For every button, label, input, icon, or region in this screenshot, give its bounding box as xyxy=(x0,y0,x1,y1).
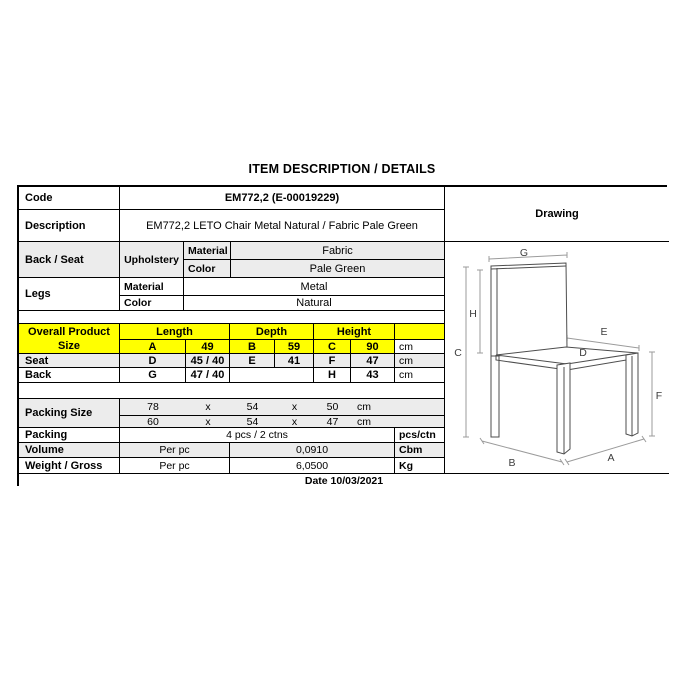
volume-unit: Cbm xyxy=(394,442,444,457)
chair-outline xyxy=(491,263,638,454)
volume-value: 0,0910 xyxy=(229,442,394,457)
upholstery-cell: Upholstery xyxy=(119,241,183,277)
code-label: Code xyxy=(19,187,119,209)
packing-size-1-v2: 54 xyxy=(246,401,259,413)
dim-label-g: G xyxy=(519,246,528,259)
packing-size-label: Packing Size xyxy=(19,398,119,427)
drawing-header: Drawing xyxy=(444,187,669,241)
back-height-key: H xyxy=(313,367,350,382)
spacer-row-1 xyxy=(19,310,444,323)
dim-label-f: F xyxy=(655,389,662,402)
back-seat-label: Back / Seat xyxy=(19,241,119,277)
packing-size-1-x2: x xyxy=(291,401,298,413)
volume-basis: Per pc xyxy=(119,442,229,457)
depth-header: Depth xyxy=(229,323,313,339)
page-title: ITEM DESCRIPTION / DETAILS xyxy=(248,162,436,176)
overall-unit: cm xyxy=(394,339,444,353)
size-block-label xyxy=(19,323,119,353)
seat-label: Seat xyxy=(19,353,119,367)
legs-material-value: Metal xyxy=(183,277,444,295)
back-height-value: 43 xyxy=(350,367,394,382)
legs-material-key: Material xyxy=(119,277,183,295)
weight-value: 6,0500 xyxy=(229,457,394,473)
legs-color-value: Natural xyxy=(183,295,444,310)
packing-size-1-x1: x xyxy=(205,401,211,413)
weight-unit: Kg xyxy=(394,457,444,473)
weight-label: Weight / Gross xyxy=(19,457,119,473)
back-label: Back xyxy=(19,367,119,382)
packing-size-2-x1: x xyxy=(205,415,211,427)
packing-value: 4 pcs / 2 ctns xyxy=(119,427,394,442)
packing-size-2-x2: x xyxy=(291,415,298,427)
packing-size-row-1 xyxy=(119,398,444,415)
overall-height-key: C xyxy=(313,339,350,353)
dim-label-h: H xyxy=(468,307,477,320)
packing-label: Packing xyxy=(19,427,119,442)
back-seat-material-key: Material xyxy=(183,241,230,259)
date-row: Date 10/03/2021 xyxy=(19,473,669,488)
packing-unit: pcs/ctn xyxy=(394,427,444,442)
height-header: Height xyxy=(313,323,394,339)
size-block-label-line2: Size xyxy=(57,339,80,352)
back-length-value: 47 / 40 xyxy=(185,367,229,382)
seat-height-key: F xyxy=(313,353,350,367)
overall-length-value: 49 xyxy=(185,339,229,353)
overall-depth-value: 59 xyxy=(274,339,313,353)
back-seat-color-value: Pale Green xyxy=(230,259,444,277)
packing-size-2-unit: cm xyxy=(357,415,371,427)
back-length-key: G xyxy=(119,367,185,382)
overall-length-key: A xyxy=(119,339,185,353)
seat-length-key: D xyxy=(119,353,185,367)
packing-size-1-unit: cm xyxy=(357,401,371,413)
size-block-label-line1: Overall Product xyxy=(28,325,110,338)
spacer-row-2 xyxy=(19,382,444,398)
dim-label-d: D xyxy=(578,346,587,359)
packing-size-2-v2: 54 xyxy=(246,415,259,427)
legs-color-key: Color xyxy=(119,295,183,310)
seat-unit: cm xyxy=(394,353,444,367)
packing-size-1-v3: 50 xyxy=(326,401,339,413)
dim-label-e: E xyxy=(599,325,608,338)
code-value: EM772,2 (E-00019229) xyxy=(119,187,444,209)
volume-label: Volume xyxy=(19,442,119,457)
description-label: Description xyxy=(19,209,119,241)
legs-label: Legs xyxy=(19,277,119,310)
seat-length-value: 45 / 40 xyxy=(185,353,229,367)
dim-label-b: B xyxy=(507,456,516,469)
packing-size-1-v1: 78 xyxy=(147,401,159,413)
packing-size-2-v1: 60 xyxy=(147,415,159,427)
back-depth-empty-cell xyxy=(229,367,313,382)
back-seat-color-key: Color xyxy=(183,259,230,277)
back-seat-material-value: Fabric xyxy=(230,241,444,259)
drawing-cell xyxy=(444,241,669,473)
seat-height-value: 47 xyxy=(350,353,394,367)
length-header: Length xyxy=(119,323,229,339)
chair-drawing xyxy=(446,243,669,473)
packing-size-2-v3: 47 xyxy=(326,415,339,427)
description-value: EM772,2 LETO Chair Metal Natural / Fabric Pale Green xyxy=(119,209,444,241)
overall-depth-key: B xyxy=(229,339,274,353)
dim-label-c: C xyxy=(453,346,462,359)
seat-depth-key: E xyxy=(229,353,274,367)
packing-size-row-2 xyxy=(119,415,444,427)
back-unit: cm xyxy=(394,367,444,382)
weight-basis: Per pc xyxy=(119,457,229,473)
size-unit-header-cell xyxy=(394,323,444,339)
seat-depth-value: 41 xyxy=(274,353,313,367)
spec-table xyxy=(17,185,667,486)
dim-label-a: A xyxy=(606,451,615,464)
overall-height-value: 90 xyxy=(350,339,394,353)
